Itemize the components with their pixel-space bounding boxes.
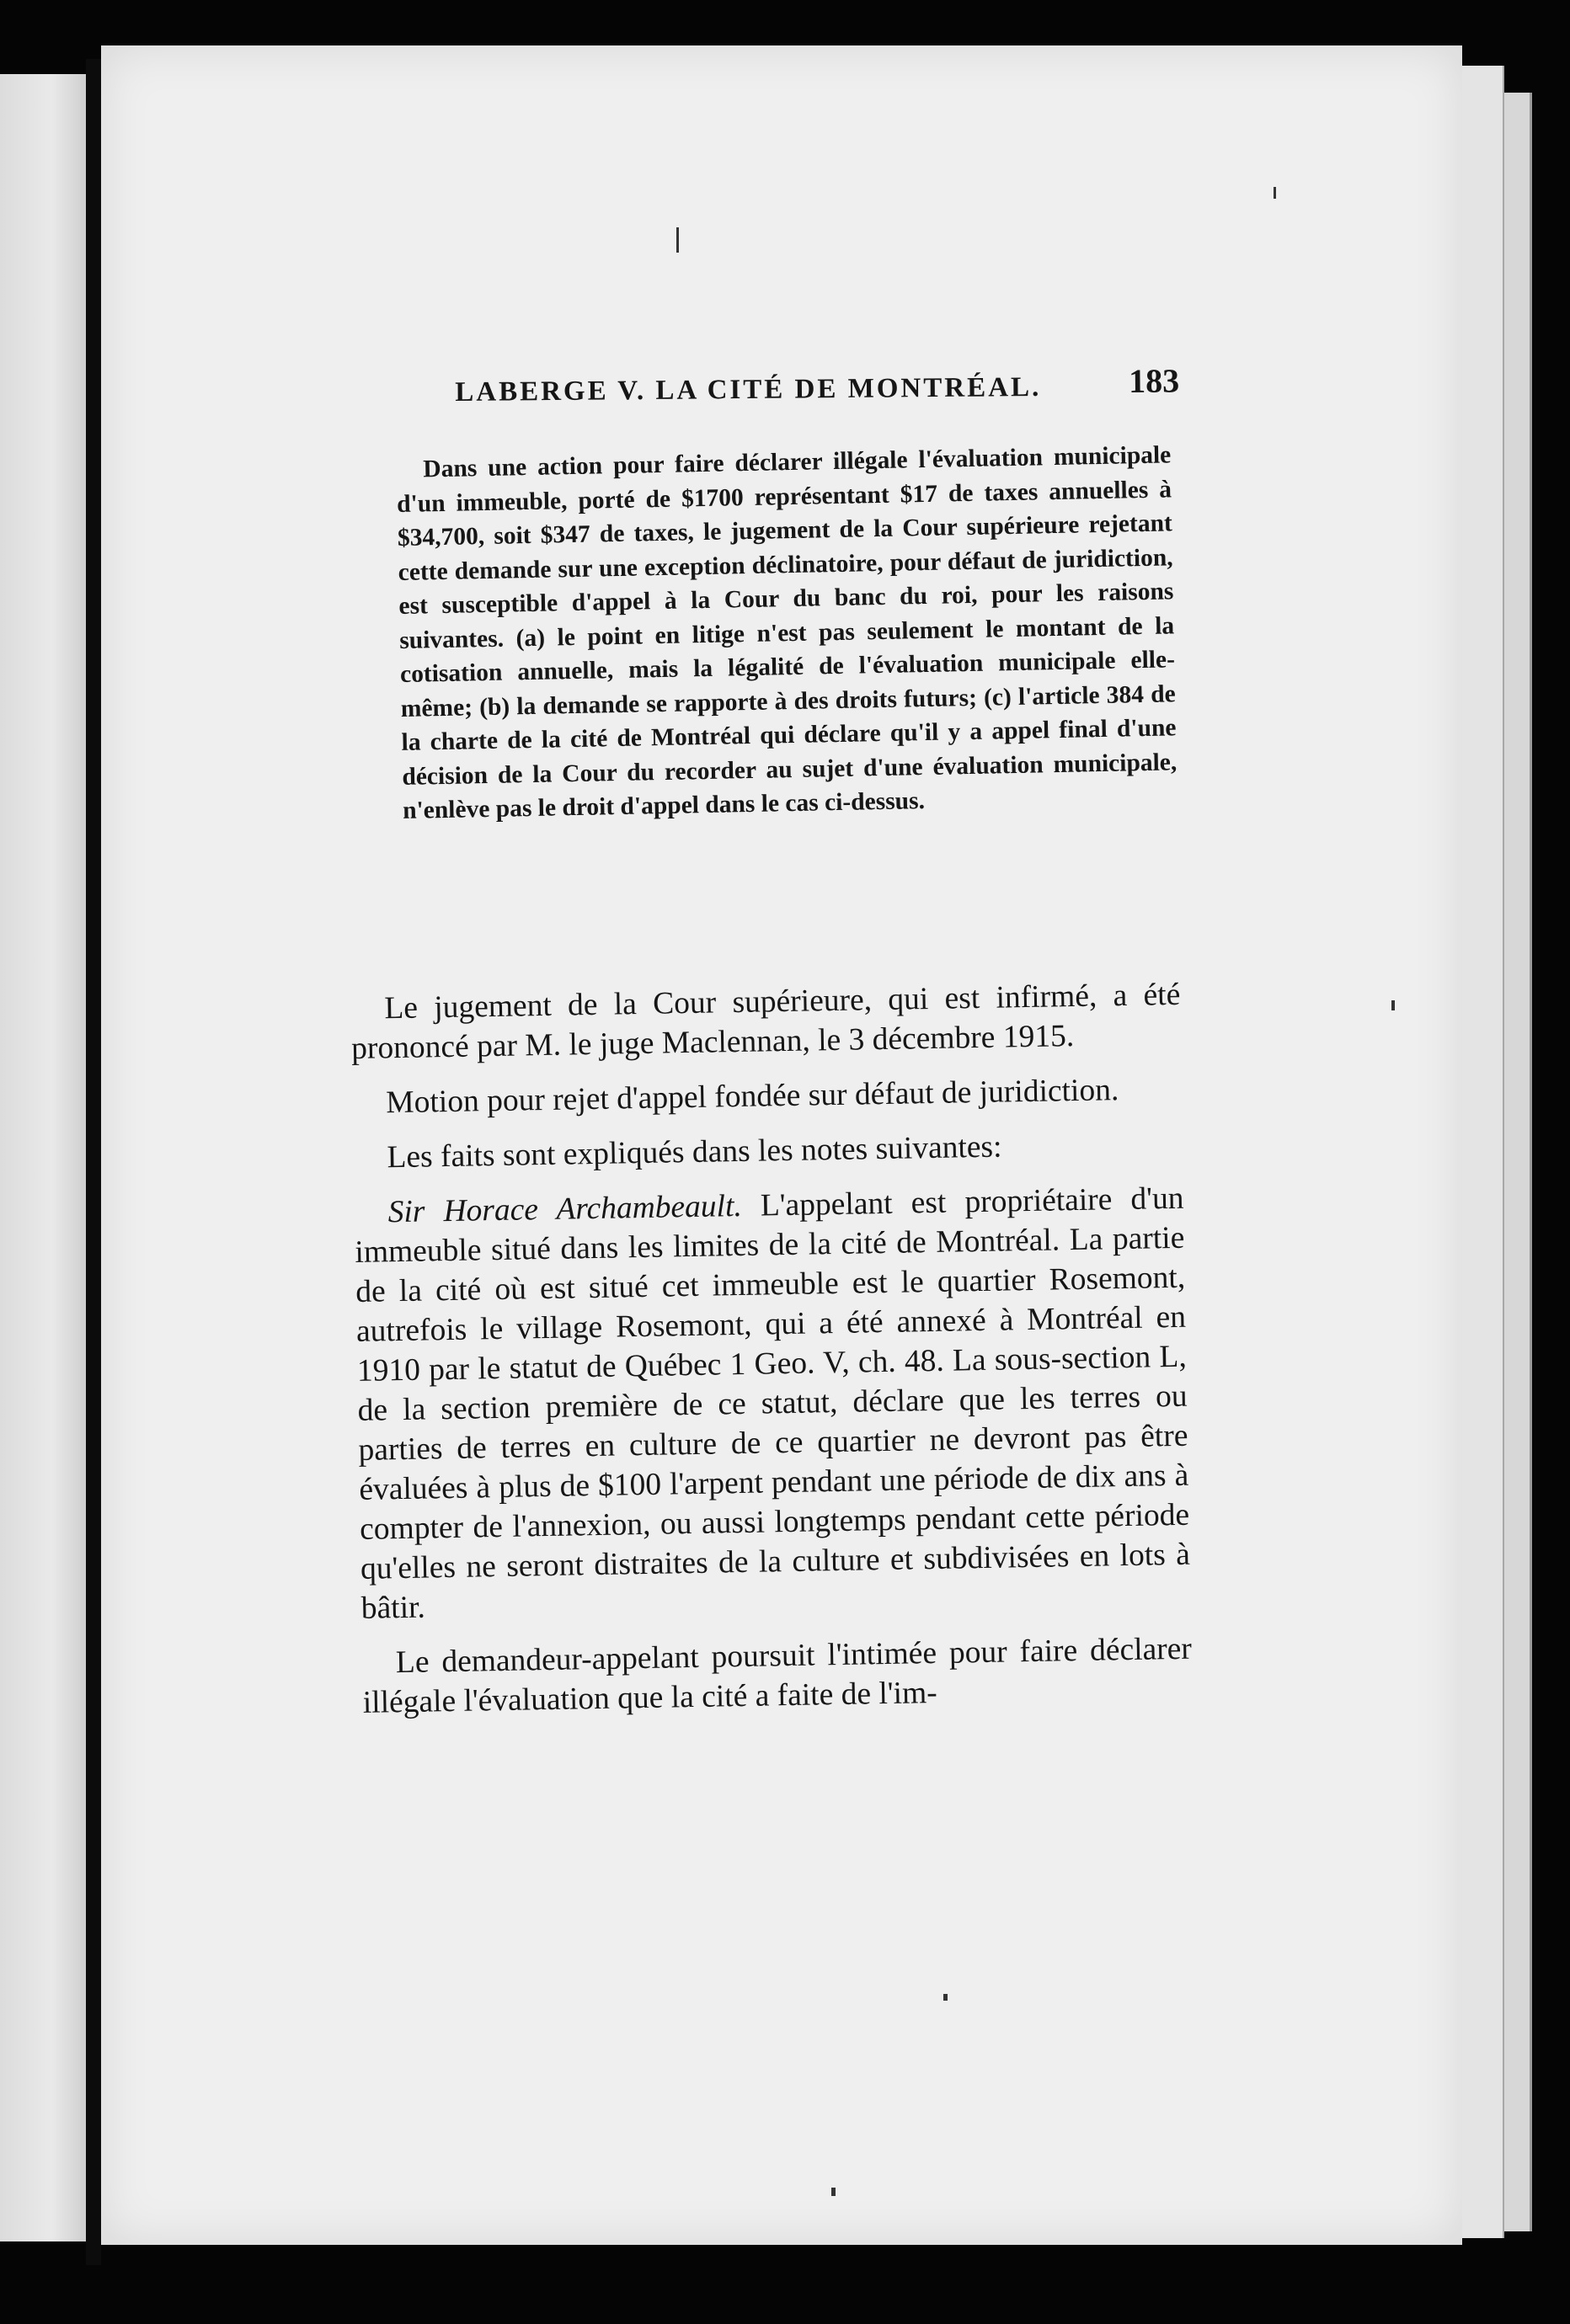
running-title: LABERGE V. LA CITÉ DE MONTRÉAL. — [455, 371, 1042, 408]
body-text — [350, 975, 1193, 1723]
paragraph-continued: Le demandeur-appelant poursuit l'intimée pour faire déclarer illégale l'évaluation que la cité a faite de l'im- — [362, 1631, 1193, 1720]
headnote-summary: Dans une action pour faire déclarer illégale l'évaluation municipale d'un immeuble, porté de $1700 représentant $17 de taxes annuelles à $34,700, soit $347 de taxes, le jugement de la Cour supérieure rejetant cette demande sur une exception déclinatoire, pour défaut de juridiction, est susceptible d'appel à la Cour du banc du roi, pour les raisons suivantes. (a) le point en litige n'est pas seulement le montant de la cotisation annuelle, mais la légalité de l'évaluation municipale elle-même; (b) la demande se rapporte à des droits futurs; (c) l'article 384 de la charte de la cité de Montréal qui déclare qu'il y a appel final d'une décision de la Cour du recorder au sujet d'une évaluation municipale, n'enlève pas le droit d'appel dans le cas ci-dessus. — [396, 441, 1178, 824]
scan-speck — [831, 2188, 836, 2196]
page-header — [455, 360, 1179, 418]
page-number: 183 — [1128, 361, 1180, 401]
opinion-text: L'appelant est propriétaire d'un immeuble situé dans les limites de la cité de Montréal. La partie de la cité où est situé cet immeuble est le quartier Rosemont, autrefois le village Rosemont, qui a été annexé à Montréal en 1910 par le statut de Québec 1 Geo. V, ch. 48. La sous-section L, de la section première de ce statut, déclare que les terres ou parties de terres en culture de ce quartier ne devront pas être évaluées à plus de $100 l'arpent pendant une période de dix ans à compter de l'annexion, ou aussi longtemps pendant cette période qu'elles ne seront distraites de la culture et subdivisées en lots à bâtir. — [355, 1181, 1191, 1626]
paragraph-judgment: Le jugement de la Cour supérieure, qui est infirmé, a été prononcé par M. le juge Maclennan, le 3 décembre 1915. — [350, 977, 1181, 1066]
scan-speck — [943, 1994, 948, 2001]
paragraph-opinion — [354, 1179, 1191, 1628]
paragraph-motion: Motion pour rejet d'appel fondée sur défaut de juridiction. — [386, 1073, 1119, 1121]
paragraph-facts-intro: Les faits sont expliqués dans les notes suivantes: — [387, 1129, 1002, 1175]
scan-speck — [1274, 187, 1276, 199]
scan-speck — [1391, 1000, 1395, 1010]
scan-speck — [676, 227, 679, 253]
book-spine — [86, 59, 101, 2265]
previous-page-edge — [0, 74, 86, 2241]
judge-name: Sir Horace Archambeault. — [387, 1188, 743, 1230]
